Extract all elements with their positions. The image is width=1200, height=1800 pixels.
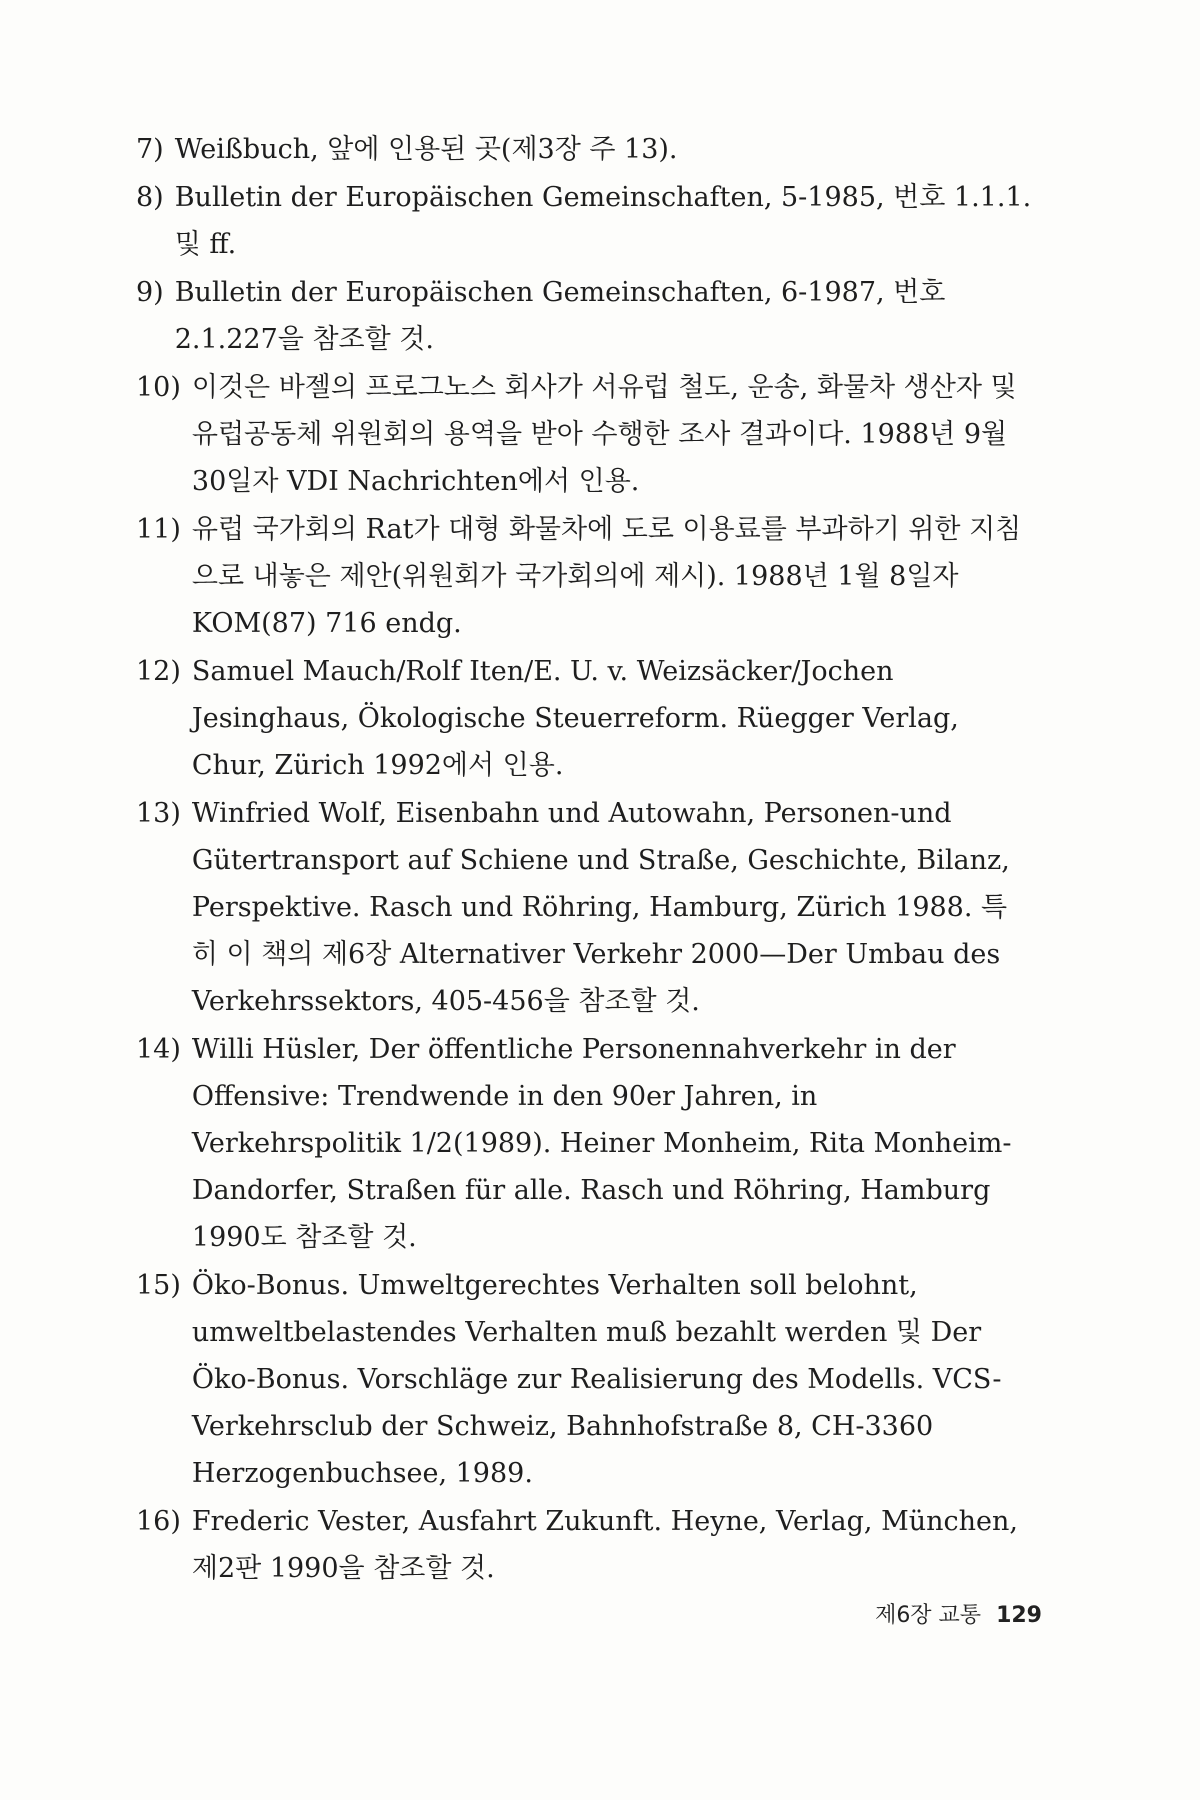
endnotes-list [136,126,1033,1593]
endnote-number: 15) [136,1270,181,1301]
endnote-15 [136,1262,1033,1497]
endnote-number: 11) [136,514,181,545]
endnote-number: 14) [136,1034,181,1065]
endnote-7 [136,126,1033,173]
endnote-11 [136,506,1033,647]
page-footer [875,1598,1042,1629]
endnote-text: Bulletin der Europäischen Gemeinschaften, 5-1985, 번호 1.1.1. 및 ff. [174,182,1032,260]
endnote-number: 13) [136,798,181,829]
running-footer-chapter: 제6장 교통 [875,1603,982,1628]
page-number: 129 [996,1603,1042,1628]
endnote-8 [136,174,1033,268]
endnote-text: Winfried Wolf, Eisenbahn und Autowahn, Personen-und Gütertransport auf Schiene und Straße, Geschichte, Bilanz, Perspektive. Rasch und Röhring, Hamburg, Zürich 1988. 특히 이 책의 제6장 Alternativer Verkehr 2000—Der Umbau des Verkehrssektors, 405-456을 참조할 것. [191,798,1010,1017]
endnote-text: Willi Hüsler, Der öffentliche Personennahverkehr in der Offensive: Trendwende in den 90er Jahren, in Verkehrspolitik 1/2(1989). Heiner Monheim, Rita Monheim-Dandorfer, Straßen für alle. Rasch und Röhring, Hamburg 1990도 참조할 것. [191,1034,1012,1253]
endnote-text: 유럽 국가회의 Rat가 대형 화물차에 도로 이용료를 부과하기 위한 지침으로 내놓은 제안(위원회가 국가회의에 제시). 1988년 1월 8일자 KOM(87) 716 endg. [191,514,1022,639]
endnote-number: 10) [136,372,181,403]
endnote-number: 12) [136,656,181,687]
endnote-number: 7) [136,134,164,165]
endnote-text: Öko-Bonus. Umweltgerechtes Verhalten soll belohnt, umweltbelastendes Verhalten muß bezahlt werden 및 Der Öko-Bonus. Vorschläge zur Realisierung des Modells. VCS-Verkehrsclub der Schweiz, Bahnhofstraße 8, CH-3360 Herzogenbuchsee, 1989. [191,1270,1002,1489]
endnote-number: 16) [136,1506,181,1537]
endnote-text: Frederic Vester, Ausfahrt Zukunft. Heyne, Verlag, München, 제2판 1990을 참조할 것. [191,1506,1018,1584]
endnote-13 [136,790,1033,1025]
endnote-number: 9) [136,277,164,308]
endnote-text: 이것은 바젤의 프로그노스 회사가 서유럽 철도, 운송, 화물차 생산자 및 유럽공동체 위원회의 용역을 받아 수행한 조사 결과이다. 1988년 9월 30일자 VDI Nachrichten에서 인용. [191,372,1017,497]
endnote-14 [136,1026,1033,1261]
endnote-text: Weißbuch, 앞에 인용된 곳(제3장 주 13). [174,134,678,165]
endnote-text: Samuel Mauch/Rolf Iten/E. U. v. Weizsäcker/Jochen Jesinghaus, Ökologische Steuerreform. Rüegger Verlag, Chur, Zürich 1992에서 인용. [191,656,959,781]
endnote-12 [136,648,1033,789]
endnote-9 [136,269,1033,363]
endnote-text: Bulletin der Europäischen Gemeinschaften, 6-1987, 번호 2.1.227을 참조할 것. [174,277,946,355]
endnote-number: 8) [136,182,164,213]
endnote-16 [136,1498,1033,1592]
endnote-10 [136,364,1033,505]
